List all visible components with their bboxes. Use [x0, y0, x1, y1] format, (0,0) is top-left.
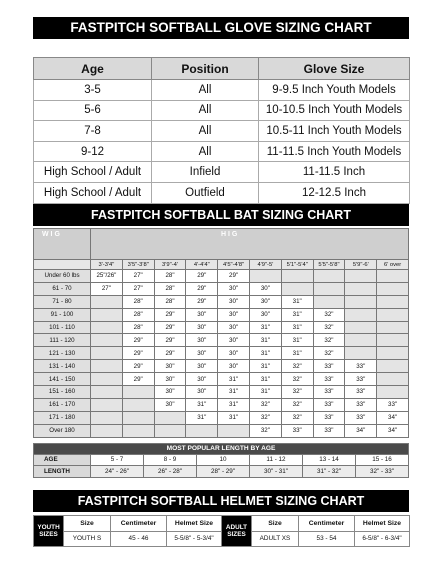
glove-cell-glove-size: 10.5-11 Inch Youth Models: [259, 121, 410, 142]
bat-length-cell: 32": [281, 398, 313, 411]
bat-length-cell: 33": [313, 386, 345, 399]
bat-length-cell: [345, 334, 377, 347]
weight-range-cell: 131 - 140: [34, 360, 91, 373]
bat-length-cell: [377, 308, 409, 321]
bat-length-cell: [377, 373, 409, 386]
bat-length-cell: 30": [218, 360, 250, 373]
bat-length-cell: 31": [218, 386, 250, 399]
bat-length-cell: 29": [186, 270, 218, 283]
bat-length-cell: 29": [122, 373, 154, 386]
height-range-cell: 3'9"-4': [154, 260, 186, 270]
weight-range-cell: 91 - 100: [34, 308, 91, 321]
popular-age-cell: 8 - 9: [144, 454, 197, 466]
bat-length-cell: 30": [218, 282, 250, 295]
bat-length-cell: 33": [313, 424, 345, 437]
glove-cell-position: All: [152, 141, 259, 162]
bat-length-cell: 30": [186, 373, 218, 386]
bat-length-cell: 28": [122, 295, 154, 308]
bat-length-cell: 29": [186, 282, 218, 295]
bat-length-cell: [91, 295, 123, 308]
glove-cell-glove-size: 10-10.5 Inch Youth Models: [259, 100, 410, 121]
youth-size-value: YOUTH S: [64, 531, 111, 547]
bat-length-cell: [91, 411, 123, 424]
bat-length-cell: 30": [218, 347, 250, 360]
bat-length-cell: [345, 270, 377, 283]
bat-length-cell: [122, 411, 154, 424]
bat-length-cell: [186, 424, 218, 437]
bat-row: [34, 308, 409, 321]
adult-helmet-size-header: Helmet Size: [355, 516, 410, 532]
bat-length-cell: 30": [186, 334, 218, 347]
bat-row: [34, 282, 409, 295]
height-range-cell: 5'9"-6': [345, 260, 377, 270]
bat-length-cell: 30": [218, 308, 250, 321]
height-column-header: H I G: [91, 229, 409, 260]
adult-size-header: Size: [252, 516, 299, 532]
adult-centimeter-header: Centimeter: [299, 516, 355, 532]
bat-length-cell: 32": [281, 411, 313, 424]
bat-length-cell: 27": [91, 282, 123, 295]
helmet-chart-title: FASTPITCH SOFTBALL HELMET SIZING CHART: [33, 490, 409, 512]
bat-row: [34, 398, 409, 411]
weight-range-cell: 121 - 130: [34, 347, 91, 360]
bat-length-cell: 33": [377, 398, 409, 411]
bat-length-cell: [91, 321, 123, 334]
bat-length-cell: 32": [249, 424, 281, 437]
glove-cell-position: Outfield: [152, 182, 259, 203]
bat-length-cell: [122, 386, 154, 399]
bat-length-cell: 30": [154, 373, 186, 386]
bat-row: [34, 360, 409, 373]
popular-age-row: [34, 454, 409, 466]
glove-cell-glove-size: 12-12.5 Inch: [259, 182, 410, 203]
popular-length-cell: 26" - 28": [144, 466, 197, 478]
popular-length-cell: 30" - 31": [250, 466, 303, 478]
bat-length-cell: 29": [122, 334, 154, 347]
glove-row: [34, 141, 410, 162]
bat-length-cell: 30": [186, 308, 218, 321]
bat-length-cell: 30": [249, 282, 281, 295]
bat-length-cell: 31": [281, 308, 313, 321]
bat-length-cell: 31": [281, 295, 313, 308]
bat-length-cell: [249, 270, 281, 283]
height-range-cell: 3'-3'4": [91, 260, 123, 270]
bat-length-cell: 31": [281, 321, 313, 334]
bat-row: [34, 270, 409, 283]
youth-size-header: Size: [64, 516, 111, 532]
bat-length-cell: 30": [249, 295, 281, 308]
bat-length-cell: [345, 295, 377, 308]
height-row-corner: [34, 260, 91, 270]
helmet-size-table: [33, 515, 410, 547]
bat-row: [34, 411, 409, 424]
weight-range-cell: 71 - 80: [34, 295, 91, 308]
bat-length-cell: 33": [313, 398, 345, 411]
adult-size-value: ADULT XS: [252, 531, 299, 547]
bat-length-cell: 30": [186, 321, 218, 334]
age-row-label: AGE: [34, 454, 91, 466]
helmet-header-row: [34, 516, 410, 532]
bat-length-cell: 30": [218, 321, 250, 334]
bat-length-cell: 30": [186, 360, 218, 373]
bat-size-table: [33, 228, 409, 438]
bat-length-cell: 34": [377, 424, 409, 437]
youth-helmet-size-value: 5-5/8" - 5-3/4": [167, 531, 222, 547]
popular-length-cell: 28" - 29": [197, 466, 250, 478]
bat-length-cell: 33": [313, 411, 345, 424]
bat-row: [34, 386, 409, 399]
bat-length-cell: [91, 308, 123, 321]
bat-row: [34, 373, 409, 386]
bat-length-cell: [122, 398, 154, 411]
glove-cell-age: 5-6: [34, 100, 152, 121]
bat-length-cell: [91, 373, 123, 386]
bat-length-cell: [313, 282, 345, 295]
bat-length-cell: 31": [218, 411, 250, 424]
popular-age-cell: 13 - 14: [303, 454, 356, 466]
glove-cell-position: All: [152, 80, 259, 101]
bat-length-cell: [313, 295, 345, 308]
bat-length-cell: 29": [122, 347, 154, 360]
glove-chart-title: FASTPITCH SOFTBALL GLOVE SIZING CHART: [33, 17, 409, 39]
bat-length-cell: 33": [313, 373, 345, 386]
bat-length-cell: [377, 282, 409, 295]
bat-row: [34, 295, 409, 308]
popular-length-row: [34, 466, 409, 478]
bat-length-cell: 30": [154, 360, 186, 373]
bat-length-cell: 25"/26": [91, 270, 123, 283]
youth-sizes-label: YOUTH SIZES: [34, 516, 64, 547]
bat-length-cell: 29": [154, 334, 186, 347]
bat-length-cell: 32": [313, 308, 345, 321]
bat-length-cell: [91, 334, 123, 347]
bat-length-cell: 32": [313, 334, 345, 347]
bat-chart-title: FASTPITCH SOFTBALL BAT SIZING CHART: [33, 204, 409, 226]
popular-length-cell: 24" - 26": [91, 466, 144, 478]
popular-age-cell: 15 - 16: [356, 454, 409, 466]
bat-length-cell: 30": [154, 386, 186, 399]
bat-length-cell: [313, 270, 345, 283]
height-range-cell: 6' over: [377, 260, 409, 270]
glove-cell-position: Infield: [152, 162, 259, 183]
weight-range-cell: 151 - 160: [34, 386, 91, 399]
bat-length-cell: [345, 282, 377, 295]
bat-length-cell: 28": [154, 270, 186, 283]
bat-length-cell: [345, 321, 377, 334]
bat-length-cell: [91, 347, 123, 360]
glove-cell-age: High School / Adult: [34, 182, 152, 203]
bat-length-cell: 30": [218, 334, 250, 347]
height-range-cell: 4'-4'4": [186, 260, 218, 270]
bat-length-cell: [377, 295, 409, 308]
bat-length-cell: 33": [345, 398, 377, 411]
bat-length-cell: [377, 321, 409, 334]
bat-length-cell: 29": [154, 308, 186, 321]
bat-length-cell: [377, 270, 409, 283]
height-range-cell: 5'5"-5'8": [313, 260, 345, 270]
bat-length-cell: 33": [345, 411, 377, 424]
bat-length-cell: 32": [313, 347, 345, 360]
bat-length-cell: [122, 424, 154, 437]
weight-range-cell: Under 60 lbs: [34, 270, 91, 283]
glove-size-table: [33, 57, 410, 204]
glove-row: [34, 182, 410, 203]
glove-cell-age: 3-5: [34, 80, 152, 101]
glove-header-glove-size: Glove Size: [259, 58, 410, 80]
bat-length-cell: [218, 424, 250, 437]
bat-row: [34, 347, 409, 360]
bat-length-cell: 31": [249, 321, 281, 334]
bat-length-cell: 31": [186, 398, 218, 411]
bat-length-cell: 29": [122, 360, 154, 373]
popular-length-header-row: [34, 444, 409, 455]
youth-centimeter-value: 45 - 46: [111, 531, 167, 547]
bat-length-cell: 29": [154, 347, 186, 360]
bat-length-cell: 32": [313, 321, 345, 334]
bat-length-cell: 28": [154, 282, 186, 295]
glove-cell-glove-size: 11-11.5 Inch Youth Models: [259, 141, 410, 162]
bat-length-cell: 31": [249, 373, 281, 386]
bat-length-cell: 31": [249, 334, 281, 347]
bat-length-cell: 30": [186, 347, 218, 360]
bat-length-cell: 28": [154, 295, 186, 308]
bat-length-cell: 34": [377, 411, 409, 424]
adult-centimeter-value: 53 - 54: [299, 531, 355, 547]
glove-cell-glove-size: 11-11.5 Inch: [259, 162, 410, 183]
bat-length-cell: [91, 386, 123, 399]
bat-length-cell: [154, 424, 186, 437]
glove-row: [34, 121, 410, 142]
glove-header-age: Age: [34, 58, 152, 80]
bat-length-cell: 31": [281, 334, 313, 347]
bat-length-cell: 27": [122, 282, 154, 295]
popular-length-cell: 32" - 33": [356, 466, 409, 478]
bat-length-cell: 33": [281, 424, 313, 437]
bat-length-cell: [345, 308, 377, 321]
glove-row: [34, 80, 410, 101]
bat-length-cell: 32": [249, 411, 281, 424]
glove-row: [34, 162, 410, 183]
bat-length-cell: 30": [186, 386, 218, 399]
bat-length-cell: 32": [281, 373, 313, 386]
length-row-label: LENGTH: [34, 466, 91, 478]
bat-length-cell: 29": [218, 270, 250, 283]
bat-length-cell: 33": [345, 386, 377, 399]
glove-header-row: [34, 58, 410, 80]
weight-range-cell: 171 - 180: [34, 411, 91, 424]
bat-length-cell: [377, 347, 409, 360]
bat-length-cell: 30": [249, 308, 281, 321]
popular-age-cell: 10: [197, 454, 250, 466]
glove-cell-age: 7-8: [34, 121, 152, 142]
glove-cell-age: High School / Adult: [34, 162, 152, 183]
weight-range-cell: 141 - 150: [34, 373, 91, 386]
glove-row: [34, 100, 410, 121]
bat-length-cell: 34": [345, 424, 377, 437]
bat-length-cell: [345, 347, 377, 360]
bat-length-cell: 29": [154, 321, 186, 334]
adult-helmet-size-value: 6-5/8" - 6-3/4": [355, 531, 410, 547]
bat-length-cell: 31": [218, 398, 250, 411]
bat-length-cell: 32": [281, 386, 313, 399]
bat-length-cell: [281, 270, 313, 283]
bat-length-cell: 31": [218, 373, 250, 386]
bat-length-cell: 31": [186, 411, 218, 424]
youth-centimeter-header: Centimeter: [111, 516, 167, 532]
bat-length-cell: 33": [313, 360, 345, 373]
weight-range-cell: 161 - 170: [34, 398, 91, 411]
popular-age-cell: 11 - 12: [250, 454, 303, 466]
popular-length-title: MOST POPULAR LENGTH BY AGE: [34, 444, 409, 455]
bat-length-cell: 30": [218, 295, 250, 308]
bat-length-cell: 31": [249, 347, 281, 360]
bat-length-cell: 29": [186, 295, 218, 308]
bat-length-cell: 31": [249, 386, 281, 399]
popular-length-table: [33, 443, 409, 478]
glove-header-position: Position: [152, 58, 259, 80]
weight-range-cell: 111 - 120: [34, 334, 91, 347]
bat-length-cell: [91, 424, 123, 437]
bat-length-cell: 28": [122, 321, 154, 334]
weight-range-cell: 61 - 70: [34, 282, 91, 295]
bat-length-cell: [377, 386, 409, 399]
adult-sizes-label: ADULT SIZES: [222, 516, 252, 547]
bat-length-cell: 32": [249, 398, 281, 411]
youth-helmet-size-header: Helmet Size: [167, 516, 222, 532]
weight-range-cell: Over 180: [34, 424, 91, 437]
glove-cell-position: All: [152, 121, 259, 142]
height-range-cell: 3'5"-3'8": [122, 260, 154, 270]
bat-length-cell: 27": [122, 270, 154, 283]
bat-length-cell: [154, 411, 186, 424]
bat-length-cell: 33": [345, 360, 377, 373]
height-range-cell: 5'1"-5'4": [281, 260, 313, 270]
bat-length-cell: [377, 334, 409, 347]
bat-row: [34, 424, 409, 437]
height-range-row: [34, 260, 409, 270]
bat-length-cell: [377, 360, 409, 373]
weight-column-header: W I G: [34, 229, 91, 260]
bat-length-cell: 33": [345, 373, 377, 386]
popular-length-cell: 31" - 32": [303, 466, 356, 478]
bat-header-row: [34, 229, 409, 260]
glove-cell-position: All: [152, 100, 259, 121]
bat-length-cell: 31": [249, 360, 281, 373]
bat-length-cell: [91, 360, 123, 373]
glove-cell-glove-size: 9-9.5 Inch Youth Models: [259, 80, 410, 101]
bat-row: [34, 334, 409, 347]
bat-length-cell: [281, 282, 313, 295]
glove-cell-age: 9-12: [34, 141, 152, 162]
bat-length-cell: [91, 398, 123, 411]
height-range-cell: 4'5"-4'8": [218, 260, 250, 270]
popular-age-cell: 5 - 7: [91, 454, 144, 466]
bat-length-cell: 31": [281, 347, 313, 360]
bat-length-cell: 28": [122, 308, 154, 321]
bat-row: [34, 321, 409, 334]
weight-range-cell: 101 - 110: [34, 321, 91, 334]
height-range-cell: 4'9"-5': [249, 260, 281, 270]
bat-length-cell: 30": [154, 398, 186, 411]
bat-length-cell: 32": [281, 360, 313, 373]
